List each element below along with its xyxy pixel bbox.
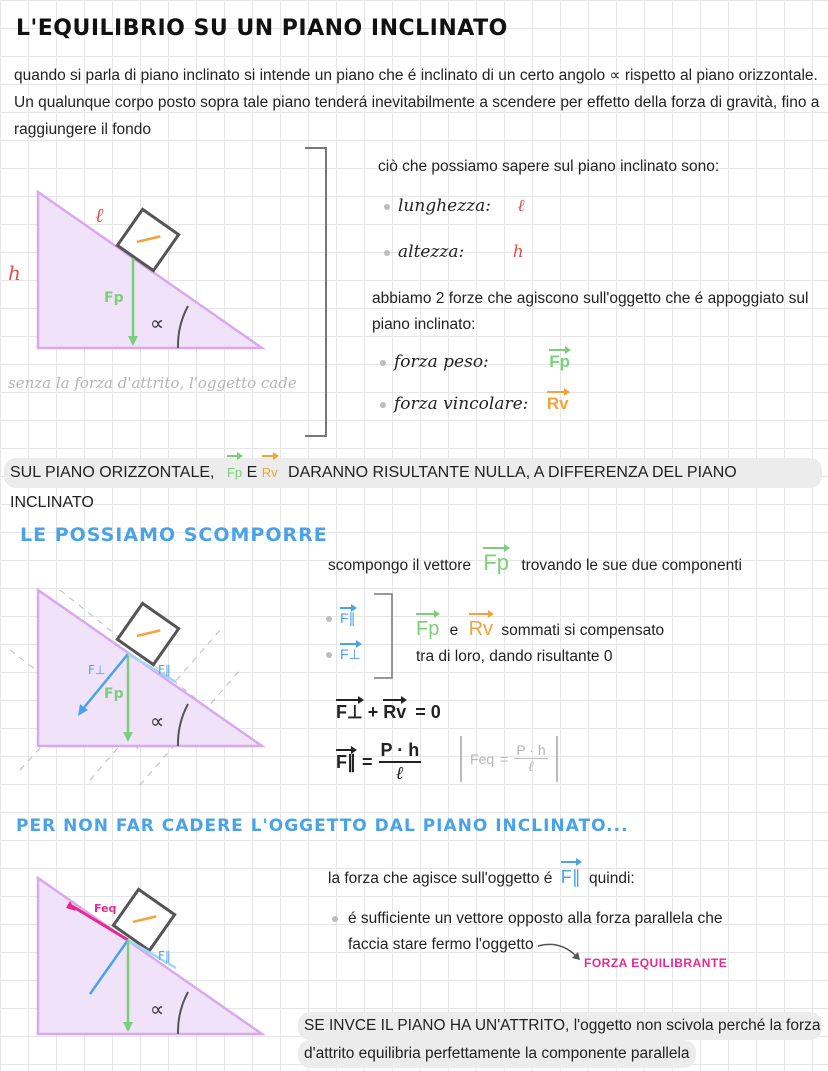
equation-3: Feq = P · h ℓ bbox=[460, 736, 558, 782]
section2-title: LE POSSIAMO SCOMPORRE bbox=[20, 524, 328, 546]
label-fp: Fp bbox=[104, 290, 124, 306]
sum-line-2: tra di loro, dando risultante 0 bbox=[416, 648, 613, 665]
label-alpha: ∝ bbox=[150, 311, 165, 335]
component-par: F∥ bbox=[326, 610, 356, 628]
label-l: ℓ bbox=[95, 203, 104, 227]
known-item-length: lunghezza: ℓ bbox=[384, 196, 525, 216]
equation-2: F∥ = P · h ℓ bbox=[336, 740, 420, 784]
banner-friction-line1: SE INVCE IL PIANO HA UN'ATTRITO, l'oggetto non scivola perché la forza bbox=[298, 1012, 822, 1040]
svg-text:Fp: Fp bbox=[104, 686, 124, 702]
component-perp: F⊥ bbox=[326, 646, 361, 664]
known-item-height: altezza: h bbox=[384, 242, 524, 262]
banner-horizontal: SUL PIANO ORIZZONTALE, Fp E Rv DARANNO RISULTANTE NULLA, A DIFFERENZA DEL PIANO INCLINATO bbox=[4, 458, 822, 488]
label-h: h bbox=[8, 261, 21, 285]
sum-line-1: Fp e Rv sommati si compensato bbox=[416, 618, 665, 640]
arrow-to-label bbox=[536, 940, 582, 964]
components-bracket bbox=[372, 592, 396, 682]
inclined-plane-diagram-1 bbox=[0, 140, 330, 440]
equation-1: F⊥ + Rv = 0 bbox=[336, 702, 441, 722]
intro-paragraph: quando si parla di piano inclinato si intende un piano che é inclinato di un certo angolo ∝ rispetto al piano orizzontale. Un qualunque corpo posto sopra tale piano tenderá inevitabilmente a scendere per effetto della forza di gravità, fino a raggiungere il fondo bbox=[14, 67, 820, 138]
section3-bullet: é sufficiente un vettore opposto alla forza parallela che faccia stare fermo l'oggetto bbox=[332, 906, 732, 958]
decompose-intro: scompongo il vettore Fp trovando le sue due componenti bbox=[328, 550, 742, 575]
right-bracket bbox=[305, 148, 326, 436]
section3-line1: la forza che agisce sull'oggetto é F∥ quindi: bbox=[328, 864, 635, 892]
known-intro: ciò che possiamo sapere sul piano inclinato sono: bbox=[378, 158, 720, 175]
no-friction-note: senza la forza d'attrito, l'oggetto cade bbox=[8, 374, 297, 392]
svg-text:∝: ∝ bbox=[150, 709, 165, 733]
equilibrant-label: FORZA EQUILIBRANTE bbox=[584, 956, 728, 970]
force-item-normal: forza vincolare: Rv bbox=[380, 394, 569, 414]
svg-text:Feq: Feq bbox=[94, 902, 117, 915]
forces-intro: abbiamo 2 forze che agiscono sull'oggetto che é appoggiato sul piano inclinato: bbox=[372, 290, 809, 333]
svg-text:F∥: F∥ bbox=[158, 949, 171, 963]
force-item-weight: forza peso: Fp bbox=[380, 352, 570, 372]
banner-friction-line2: d'attrito equilibria perfettamente la componente parallela bbox=[298, 1040, 696, 1068]
inclined-plane-diagram-3 bbox=[0, 868, 310, 1048]
svg-text:F⊥: F⊥ bbox=[88, 663, 106, 677]
svg-text:F∥: F∥ bbox=[158, 663, 171, 677]
page-title: L'EQUILIBRIO SU UN PIANO INCLINATO bbox=[16, 16, 508, 41]
inclined-plane-diagram-2 bbox=[0, 570, 310, 800]
section3-title: PER NON FAR CADERE L'OGGETTO DAL PIANO INCLINATO... bbox=[16, 816, 629, 836]
svg-text:∝: ∝ bbox=[150, 997, 165, 1021]
